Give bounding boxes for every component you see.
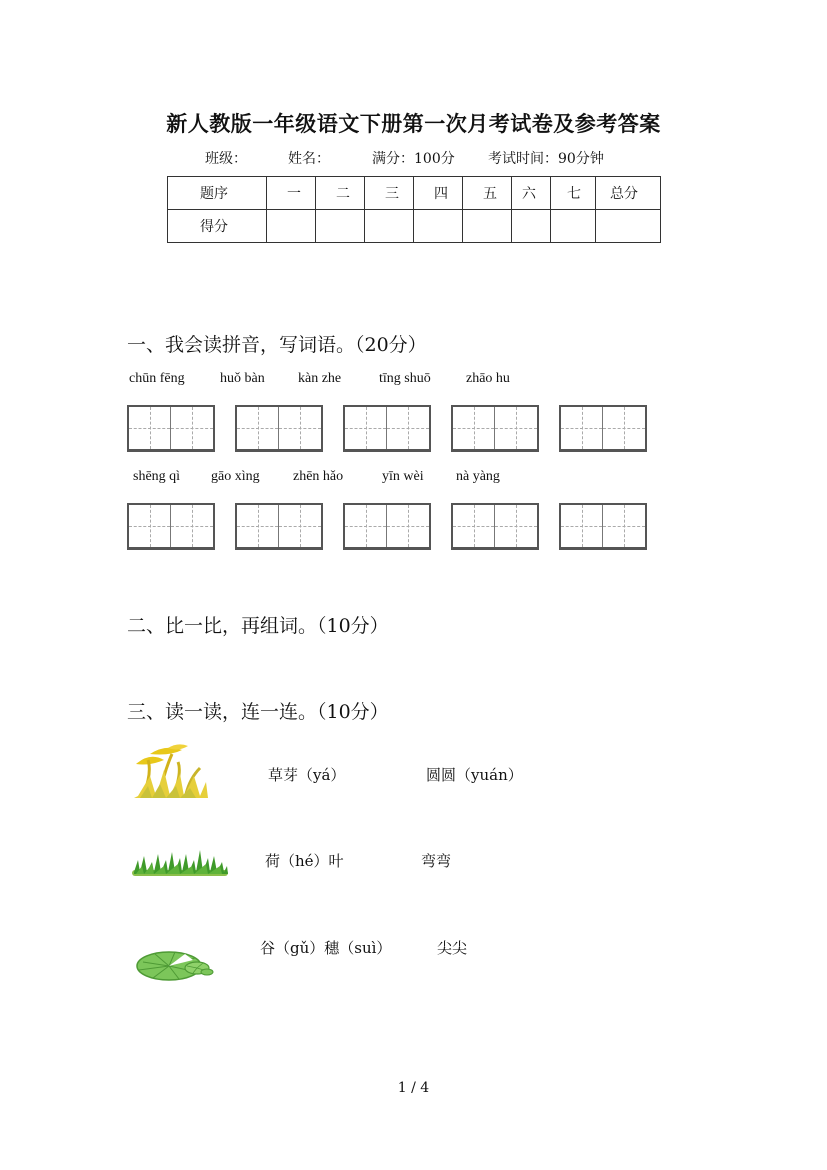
exam-time: 考试时间：90分钟: [488, 151, 604, 167]
score-cell[interactable]: [551, 210, 596, 243]
score-cell[interactable]: [463, 210, 512, 243]
pinyin-label: shēng qì: [133, 469, 181, 484]
score-table-score-row: [168, 210, 661, 243]
pinyin-label: nà yàng: [456, 469, 500, 484]
col-7: 七: [551, 177, 596, 210]
grain-ear-image: [130, 742, 210, 800]
col-6: 六: [512, 177, 551, 210]
left-word[interactable]: 谷（gǔ）穗（suì）: [260, 939, 392, 957]
score-cell[interactable]: [267, 210, 316, 243]
right-word[interactable]: 弯弯: [421, 852, 452, 870]
score-cell[interactable]: [316, 210, 365, 243]
pinyin-label: zhēn hǎo: [293, 469, 344, 484]
pinyin-label: chūn fēng: [129, 371, 185, 386]
writing-grid[interactable]: [235, 405, 323, 452]
lotus-leaf-icon: [137, 952, 213, 980]
left-word[interactable]: 荷（hé）叶: [265, 852, 344, 870]
col-1: 一: [267, 177, 316, 210]
grain-ear-icon: [134, 744, 208, 798]
score-table-header-row: [168, 177, 661, 210]
col-3: 三: [365, 177, 414, 210]
grass-sprout-image: [130, 848, 230, 878]
section1-heading: 一、我会读拼音，写词语。（20分）: [127, 334, 427, 356]
col-2: 二: [316, 177, 365, 210]
pinyin-label: huǒ bàn: [220, 371, 265, 386]
pinyin-label: yīn wèi: [382, 469, 424, 484]
score-table: [167, 176, 661, 243]
pinyin-label: zhāo hu: [466, 371, 510, 386]
pinyin-label: tīng shuō: [379, 371, 431, 386]
class-label: 班级：: [205, 151, 247, 167]
right-word[interactable]: 圆圆（yuán）: [426, 766, 523, 784]
writing-grid[interactable]: [127, 405, 215, 452]
col-5: 五: [463, 177, 512, 210]
full-score: 满分：100分: [372, 151, 455, 167]
writing-grid[interactable]: [559, 503, 647, 550]
writing-grid[interactable]: [343, 503, 431, 550]
name-label: 姓名：: [288, 151, 330, 167]
row-label-order: 题序: [168, 177, 267, 210]
section3-heading: 三、读一读，连一连。（10分）: [127, 701, 389, 723]
row-label-score: 得分: [168, 210, 267, 243]
grass-sprout-icon: [132, 850, 228, 876]
lotus-leaf-image: [135, 944, 220, 982]
pinyin-label: gāo xìng: [211, 469, 260, 484]
section2-heading: 二、比一比，再组词。（10分）: [127, 615, 389, 637]
page-number: 1 / 4: [397, 1080, 430, 1096]
writing-grid[interactable]: [127, 503, 215, 550]
writing-grid[interactable]: [451, 503, 539, 550]
writing-grid[interactable]: [235, 503, 323, 550]
col-total: 总分: [596, 177, 661, 210]
score-cell[interactable]: [365, 210, 414, 243]
score-cell[interactable]: [512, 210, 551, 243]
col-4: 四: [414, 177, 463, 210]
score-cell[interactable]: [414, 210, 463, 243]
writing-grid[interactable]: [559, 405, 647, 452]
score-cell[interactable]: [596, 210, 661, 243]
writing-grid[interactable]: [343, 405, 431, 452]
right-word[interactable]: 尖尖: [437, 939, 468, 957]
writing-grid[interactable]: [451, 405, 539, 452]
page-title: 新人教版一年级语文下册第一次月考试卷及参考答案: [166, 111, 661, 136]
left-word[interactable]: 草芽（yá）: [268, 766, 346, 784]
pinyin-label: kàn zhe: [298, 371, 342, 386]
